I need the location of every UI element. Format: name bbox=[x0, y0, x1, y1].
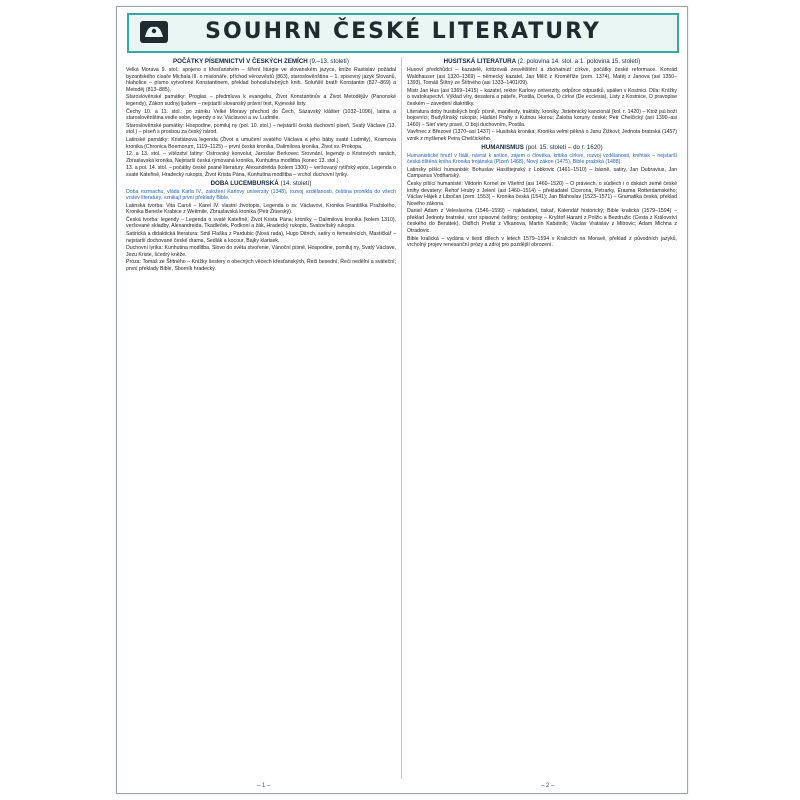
paragraph: Česky píšící humanisté: Viktorin Kornel ze Všehrd (asi 1460–1520) – O práviech, o súdiech i o dskách země české knihy devatery; Řehoř Hrubý z Jelení (asi 1460–1514) – překladatel Cicerona, Petrarky, Erasma Rotterdamského; Václav Hájek z Libočan (zem. 1553) – Kronika česká (1541); Jan Blahoslav (1523–1571) – Gramatika česká, překlad Nového zákona. bbox=[407, 180, 677, 207]
page-number-right: – 2 – bbox=[541, 783, 555, 789]
paragraph: Daniel Adam z Veleslavína (1546–1599) – nakladatel, tiskař, Kalendář historický; Bible kralická (1579–1594) – překlad Jednoty bratrské, vzor spisovné češtiny; cestopisy – Kryštof Harant z Polžic a Bezdružic (Cesta z Království českého do Benátek), Oldřich Prefát z Vlkanova, Martin Kabátník; Václav Vratislav z Mitrovic; Adam Michna z Otradovic. bbox=[407, 208, 677, 235]
section-heading: POČÁTKY PÍSEMNICTVÍ V ČESKÝCH ZEMÍCH (9.–13. století) bbox=[173, 58, 349, 65]
paragraph: Satirická a didaktická literatura: Smil Flaška z Pardubic (Nová rada), Hugo Ditrich, satiry o řemeslnících, Mastičkář – nejstarší dochované české drama, Sedlák a kocour, Bajky klarisek. bbox=[126, 231, 396, 244]
paragraph: Staroslověnské památky: Hospodine, pomiluj ny (pol. 10. stol.) – nejstarší česká duchovní píseň, Svatý Václave (13. stol.) – píseň s prosbou za český národ. bbox=[126, 122, 396, 136]
paragraph: Latinské památky: Kristiánova legenda (Život a umučení svatého Václava a jeho báby svaté Ludmily), Kosmova kronika (Chronica Boemorum, 1119–1125) – první česká kronika, Dalimilova kronika, Život sv. Prokopa. bbox=[126, 136, 396, 150]
right-column bbox=[407, 57, 677, 779]
section-heading: HUMANISMUS (pol. 15. století – do r. 1620) bbox=[481, 143, 603, 151]
paragraph: Latinsky píšící humanisté: Bohuslav Hasištejnský z Lobkovic (1461–1510) – básně, satiry, Jan Dubravius, Jan Campanus Vodňanský. bbox=[407, 166, 677, 180]
paragraph: 13. a pol. 14. stol. – počátky české psané literatury: Alexandreida (kolem 1300) – veršovaný rytířský epos, Legenda o svaté Kateřině, Hradecký rukopis, Život Krista Pána, Kunhutina modlitba – vrchol duchovní lyriky. bbox=[126, 165, 396, 178]
paragraph: Husovi předchůdci – kazatelé, kritizovali zesvětštění a zbohatnutí církve, počátky české reformace. Konrád Waldhauser (asi 1320–1369) – německý kazatel, Jan Milíč z Kroměříže (zem. 1374), Matěj z Janova (asi 1350–1393), Tomáš Štítný ze Štítného (asi 1333–1401/09). bbox=[407, 67, 677, 87]
paragraph: Latinská tvorba: Vita Caroli – Karel IV. vlastní životopis, Legenda o sv. Václavovi, Kronika Františka Pražského, Kronika Beneše Krabice z Weitmile, Zbraslavská kronika (Petr Žitavský). bbox=[126, 202, 396, 216]
summary-sheet bbox=[116, 6, 688, 794]
column-divider bbox=[401, 57, 402, 779]
paragraph: Duchovní lyrika: Kunhutina modlitba, Slovo do světa stvořenie, Vánoční písně, Hospodine, pomiluj ny, Svatý Václave, Jezu Kriste, ščedrý kněže. bbox=[126, 245, 396, 258]
paragraph: Doba rozmachu, vláda Karla IV., založení Karlovy univerzity (1348), rozvoj vzdělanosti, čeština pronikla do všech vrstev literatury, vznikají první překlady Bible. bbox=[126, 188, 396, 202]
paragraph: Čechy 10. a 11. stol.: po zániku Velké Moravy přechod do Čech, Sázavský klášter (1032–1096), latina a staroslověnština vedle sebe, legendy o sv. Václavovi a sv. Ludmile. bbox=[126, 108, 396, 122]
paragraph: Bible kralická – vydána v šesti dílech v letech 1579–1594 v Kralicích na Moravě, překlad z původních jazyků, vrcholný projev renesanční prózy a zdroj pro pozdější obrození. bbox=[407, 235, 677, 249]
paragraph: Literatura doby husitských bojů: písně, manifesty, traktáty, kroniky. Jistebnický kancionál (kol. r. 1420) – Ktož jsú boží bojovníci; Budyšínský rukopis; Hádání Prahy s Kutnou Horou; Žaloba koruny české; Petr Chelčický (asi 1390–asi 1460) – Sieť viery pravé, O boji duchovním, Postila. bbox=[407, 108, 677, 128]
paragraph: Próza: Tomáš ze Štítného – Knížky šestery o obecných věcech křesťanských, Řeči besední, Řeči nedělní a sváteční; první překlady Bible, Sborník hradecký. bbox=[126, 259, 396, 273]
page-number-left: – 1 – bbox=[257, 783, 271, 789]
section-heading: HUSITSKÁ LITERATURA (2. polovina 14. stol. a 1. polovina 15. století) bbox=[443, 58, 641, 65]
paragraph: Česká tvorba: legendy – Legenda o svaté Kateřině, Život Krista Pána; kroniky – Dalimilova kronika (kolem 1310), veršované skladby, Alexandreida, Tkadleček, Podkoní a žák, Hradecký rukopis, Svatovítský rukopis. bbox=[126, 216, 396, 230]
paragraph: Humanistické hnutí v Itálii, návrat k antice, zájem o člověka, kritika církve, rozvoj vzdělanosti, knihtisk – nejstarší česká tištěná kniha Kronika trojánská (Plzeň 1468), Nový zákon (1475), Bible pražská (1488). bbox=[407, 152, 677, 166]
page-title: SOUHRN ČESKÉ LITERATURY bbox=[205, 19, 601, 44]
title-banner bbox=[127, 13, 679, 53]
paragraph: Staroslověnské památky: Proglas – předmluva k evangeliu, Život Konstantinův a Život Metodějův (Panonské legendy), Zákon sudnyj ljudem – nejstarší slovanský právní text, Kyjevské listy. bbox=[126, 94, 396, 107]
paragraph: Velká Morava 9. stol.: spojeno s křesťanstvím – šíření liturgie ve slovanském jazyce, kníže Rastislav požádal byzantského císaře Michala III. o misionáře, příchod věrozvěstů (863), staroslověnština – 1. spisovný jazyk Slovanů, hlaholice – písmo vytvořené Konstantinem, překlad bohoslužebných knih. Soluňští bratři Konstantin (827–869) a Metoděj (813–885). bbox=[126, 67, 396, 93]
left-column bbox=[126, 57, 396, 779]
paragraph: Vavřinec z Březové (1370–asi 1437) – Husitská kronika; Kronika velmi pěkná o Janu Žižkovi; Jednota bratrská (1457) vznik z myšlenek Petra Chelčického. bbox=[407, 129, 677, 142]
section-heading: DOBA LUCEMBURSKÁ (14. století) bbox=[210, 179, 312, 187]
paragraph: 12. a 13. stol. – vítězství latiny: Ostrovský konvolut, Jaroslav Berkovec Srovnání, legendy o Kristových ranách, Zbraslavská kronika, Nejstarší česká rýmovaná kronika, Kunhutina modlitba (konec 13. stol.). bbox=[126, 151, 396, 164]
paragraph: Mistr Jan Hus (asi 1369–1415) – kazatel, rektor Karlovy univerzity, odpůrce odpustků, upálen v Kostnici. Díla: Knížky o svatokupectví, Výklad víry, desatera a páteře, Postila, Dcerka, O církvi (De ecclesia), Listy z Kostnice, O pravopise českém – zavedení diakritiky. bbox=[407, 87, 677, 107]
